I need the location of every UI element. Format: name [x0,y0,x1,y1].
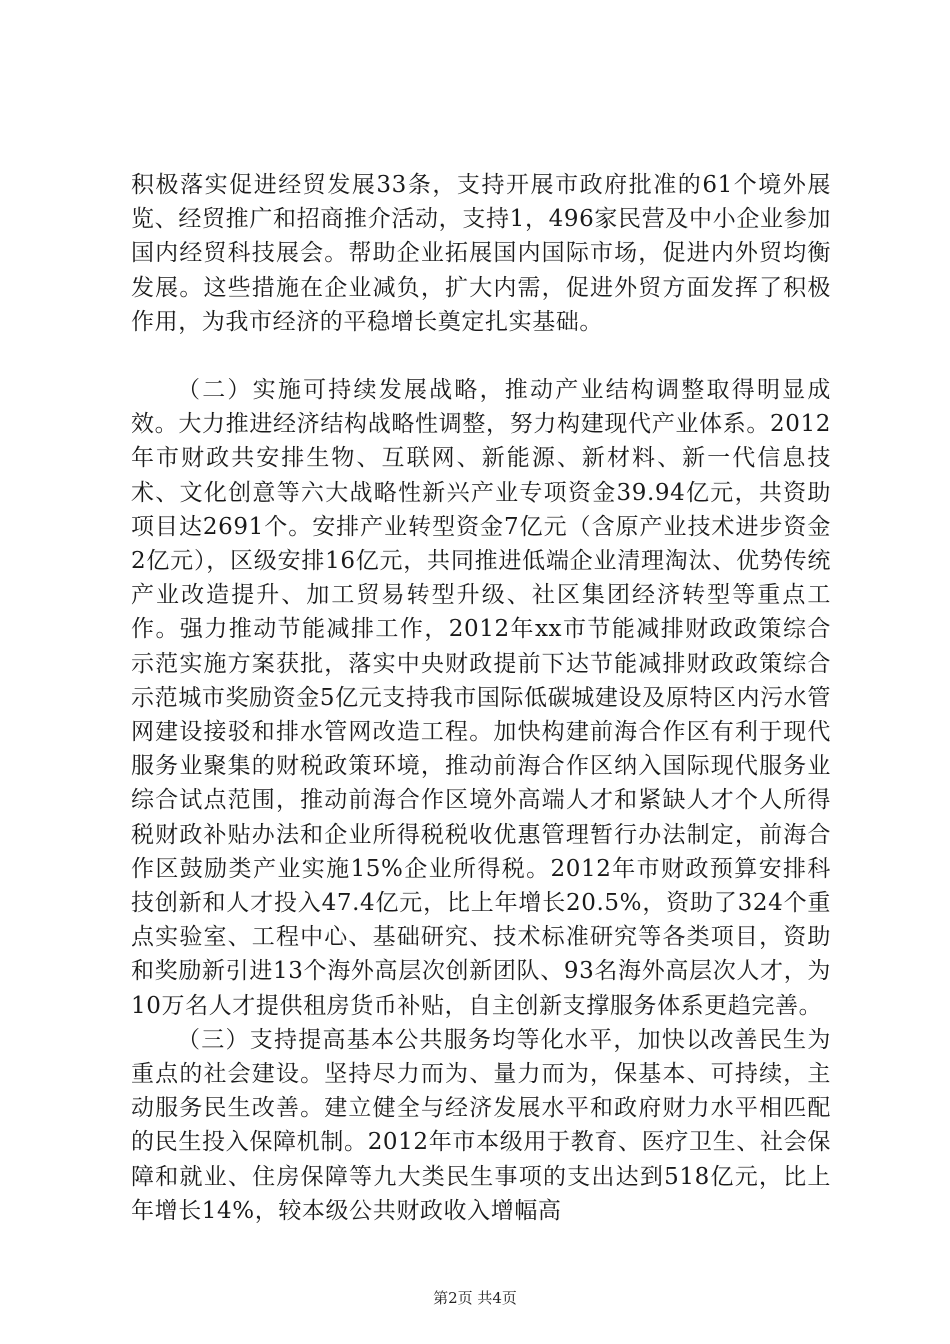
paragraph-public-services: （三）支持提高基本公共服务均等化水平，加快以改善民生为重点的社会建设。坚持尽力而为、量力而为，保基本、可持续，主动服务民生改善。建立健全与经济发展水平和政府财力水平相匹配的民生投入保障机制。2012年市本级用于教育、医疗卫生、社会保障和就业、住房保障等九大类民生事项的支出达到518亿元，比上年增长14%，较本级公共财政收入增幅高 [131,1026,831,1224]
paragraph-sustainable-development: （二）实施可持续发展战略，推动产业结构调整取得明显成效。大力推进经济结构战略性调整，努力构建现代产业体系。2012年市财政共安排生物、互联网、新能源、新材料、新一代信息技术、文化创意等六大战略性新兴产业专项资金39.94亿元，共资助项目达2691个。安排产业转型资金7亿元（含原产业技术进步资金2亿元），区级安排16亿元，共同推进低端企业清理淘汰、优势传统产业改造提升、加工贸易转型升级、社区集团经济转型等重点工作。强力推动节能减排工作，2012年xx市节能减排财政政策综合示范实施方案获批，落实中央财政提前下达节能减排财政政策综合示范城市奖励资金5亿元支持我市国际低碳城建设及原特区内污水管网建设接驳和排水管网改造工程。加快构建前海合作区有利于现代服务业聚集的财税政策环境，推动前海合作区纳入国际现代服务业综合试点范围，推动前海合作区境外高端人才和紧缺人才个人所得税财政补贴办法和企业所得税税收优惠管理暂行办法制定，前海合作区鼓励类产业实施15%企业所得税。2012年市财政预算安排科技创新和人才投入47.4亿元，比上年增长20.5%，资助了324个重点实验室、工程中心、基础研究、技术标准研究等各类项目，资助和奖励新引进13个海外高层次创新团队、93名海外高层次人才，为10万名人才提供租房货币补贴，自主创新支撑服务体系更趋完善。 [131,377,831,1019]
paragraph-trade-measures: 积极落实促进经贸发展33条，支持开展市政府批准的61个境外展览、经贸推广和招商推介活动，支持1，496家民营及中小企业参加国内经贸科技展会。帮助企业拓展国内国际市场，促进内外贸均衡发展。这些措施在企业减负，扩大内需，促进外贸方面发挥了积极作用，为我市经济的平稳增长奠定扎实基础。 [131,172,831,335]
document-body [131,168,831,1228]
page-footer: 第2页 共4页 [433,1289,517,1307]
